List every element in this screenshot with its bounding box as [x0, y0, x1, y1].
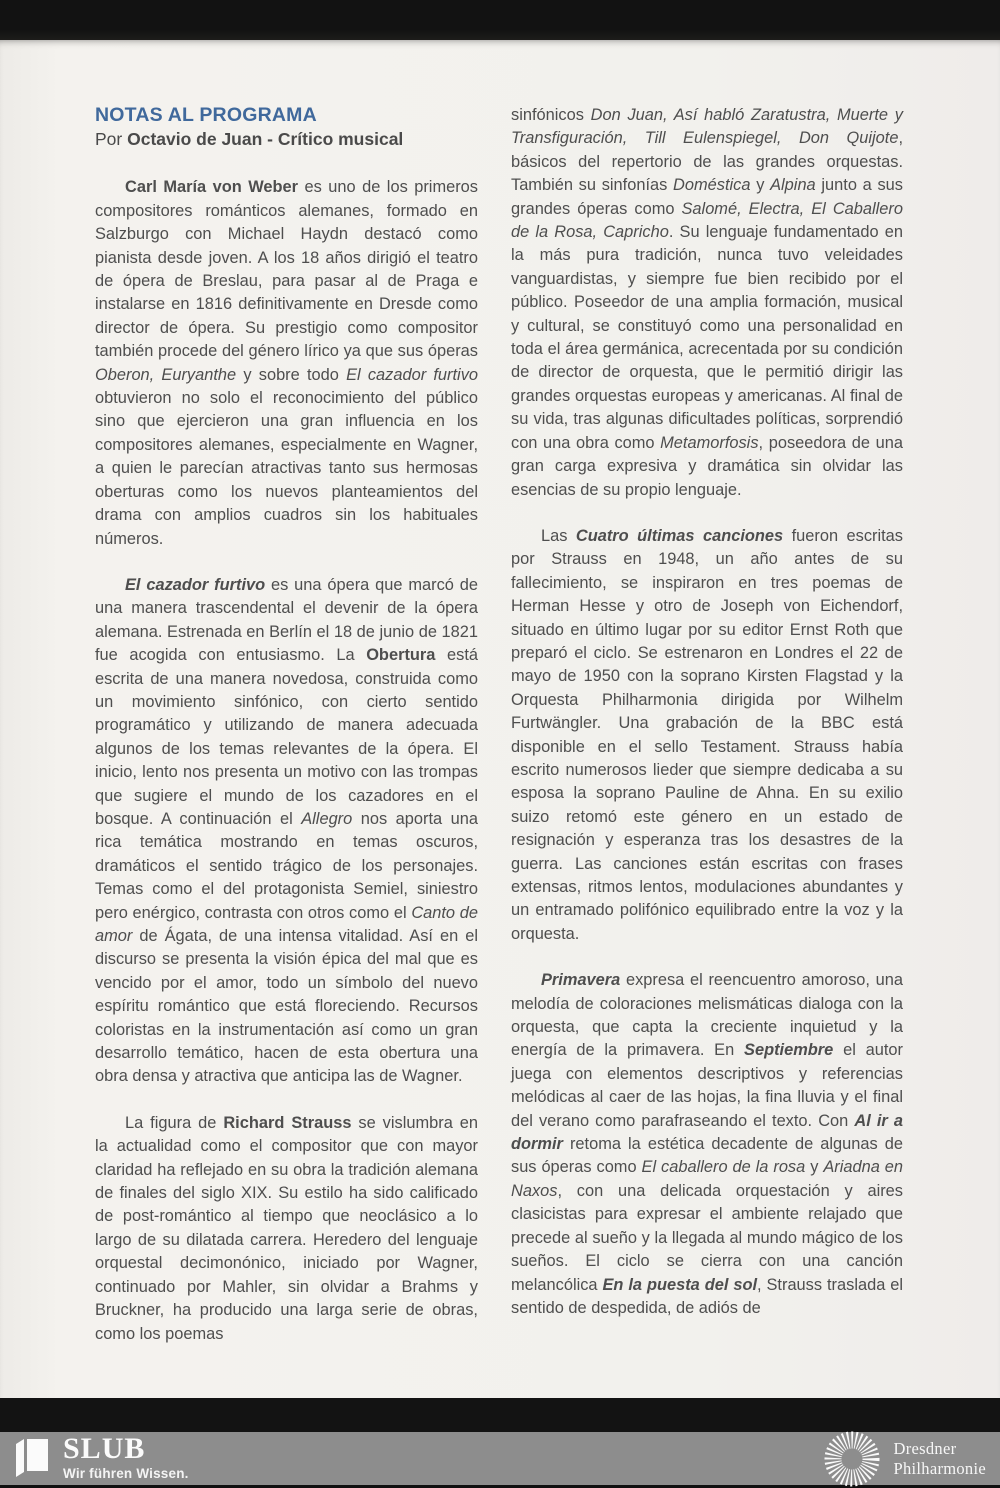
text-run: Richard Strauss — [223, 1113, 352, 1132]
paragraph-cazador-furtivo — [95, 574, 478, 1089]
text-run: Por — [95, 129, 128, 149]
left-column — [95, 104, 478, 1398]
text-run: Oberon, Euryanthe — [95, 365, 237, 384]
text-run: retoma la estética decadente de algunas de sus óperas como — [511, 1135, 903, 1177]
right-column — [511, 104, 903, 1398]
text-run: Primavera — [541, 971, 621, 990]
paragraph-strauss-continuation — [511, 104, 903, 502]
byline — [95, 128, 478, 151]
text-run: y — [805, 1158, 824, 1177]
text-run: , poseedora de una gran carga expresiva y dramática sin olvidar las esencias de su propio lenguaje. — [511, 433, 903, 499]
text-run: Ariadna en Naxos — [511, 1158, 903, 1200]
text-run: el autor juega con elementos descriptivos y referencias melódicas al caer de las hojas, la fina lluvia y el final del verano como parafraseando el texto. Con — [511, 1041, 903, 1130]
slub-book-icon — [15, 1438, 49, 1478]
text-run: El cazador furtivo — [346, 365, 479, 384]
text-run: , Strauss traslada el sentido de despedida, de adiós de — [511, 1275, 903, 1317]
text-run: Al ir a dormir — [511, 1111, 903, 1154]
text-run: y sobre todo — [236, 365, 347, 384]
text-run: Doméstica — [673, 176, 751, 195]
dresdner-philharmonie-logo — [823, 1430, 1000, 1488]
text-run: Canto de amor — [95, 903, 478, 945]
page-title: NOTAS AL PROGRAMA — [95, 104, 317, 126]
text-run: junto a sus grandes óperas como — [511, 176, 903, 218]
text-run: Allegro — [301, 809, 353, 828]
text-run: y — [750, 176, 771, 195]
slub-logo — [0, 1432, 189, 1481]
text-run: obtuvieron no solo el reconocimiento del público sino que ejercieron una gran influencia en los compositores alemanes, especialmente en Wagner, a quien le parecían atractivas tanto sus hermosas oberturas como los nuevos planteamientos del drama con amplios cuadros sin los habituales números. — [95, 389, 478, 548]
text-run: . Su lenguaje fundamentado en la más pura tradición, nunca tuvo veleidades vanguardistas, y siempre fue bien recibido por el público. Poseedor de una amplia formación, musical y cultural, se constituyó como una personalidad en toda el área germánica, acrecentada por su condición de director de orquesta, que le permitió dirigir las grandes orquestas europeas y americanas. Al final de su vida, tras algunas dificultades políticas, sorprendió con una obra como — [511, 223, 903, 452]
text-run: de Ágata, de una intensa vitalidad. Así en el discurso se presenta la visión épica del mal que es vencido por el amor, todo un símbolo del nuevo espíritu romántico que está floreciendo. Recursos coloristas en la instrumentación así como un gran desarrollo temático, hacen de esta obertura una obra densa y atractiva que anticipa las de Wagner. — [95, 927, 478, 1086]
philharmonie-line1: Dresdner — [893, 1438, 957, 1458]
footer-bar — [0, 1432, 1000, 1485]
text-run: fueron escritas por Strauss en 1948, un año antes de su fallecimiento, se inspiraron en tres poemas de Herman Hesse y otro de Joseph von Eichendorf, situado en último lugar por su editor Ernst Roth que preparó el ciclo. Se estrenaron en Londres el 22 de mayo de 1950 con la soprano Kirsten Flagstad y la Orquesta Philharmonia dirigida por Wilhelm Furtwängler. Una grabación de la BBC está disponible en el sello Testament. Strauss había escrito numerosos lieder que siempre dedicaba a su esposa la soprano Pauline de Ahna. En su exilio suizo retomó este género en un estado de resignación y esperanza tras los desastres de la guerra. Las canciones están escritas con frases extensas, ritmos lentos, modulaciones abundantes y un entramado polifónico equilibrado entre la voz y la orquesta. — [511, 526, 903, 943]
document-page — [0, 40, 1000, 1398]
text-run: , básicos del repertorio de las grandes orquestas. También su sinfonías — [511, 129, 903, 195]
text-run: Salomé, Electra, El Caballero de la Rosa, Capricho — [511, 199, 903, 242]
text-run: expresa el reencuentro amoroso, una melodía de coloraciones melismáticas dialoga con la orquesta, que capta la creciente inquietud y la energía de la primavera. En — [511, 971, 903, 1060]
text-run: nos aporta una rica temática mostrando en temas oscuros, dramáticos el sentido trágico de los personajes. Temas como el del protagonista Semiel, siniestro pero enérgico, contrasta con otros como el — [95, 809, 478, 922]
text-run: El caballero de la rosa — [641, 1158, 806, 1177]
text-run: La figura de — [125, 1113, 224, 1132]
slub-tagline: Wir führen Wissen. — [63, 1466, 189, 1481]
text-run: Don Juan, Así habló Zaratustra, Muerte y Transfiguración, Till Eulenspiegel, Don Quijote — [511, 106, 903, 148]
paragraph-primavera-septiembre — [511, 969, 903, 1320]
text-run: se vislumbra en la actualidad como el compositor que con mayor claridad ha reflejado en su obra la tradición alemana de finales del siglo XIX. Su estilo ha sido calificado de post-romántico al tiempo que neoclásico a lo largo de su dilatada carrera. Heredero del lenguaje orquestal decimonónico, iniciado por Wagner, continuado por Mahler, sin olvidar a Brahms y Bruckner, ha producido una larga serie de obras, como los poemas — [95, 1113, 478, 1343]
text-run: En la puesta del sol — [602, 1275, 758, 1294]
philharmonie-line2: Philharmonie — [893, 1458, 986, 1478]
text-run: sinfónicos — [511, 106, 591, 124]
slub-text — [63, 1432, 189, 1481]
paragraph-cuatro-ultimas-canciones — [511, 525, 903, 946]
scan-background-top — [0, 0, 1000, 40]
slub-wordmark: SLUB — [63, 1432, 146, 1465]
text-run: es una ópera que marcó de una manera trascendental el devenir de la ópera alemana. Estrenada en Berlín el 18 de junio de 1821 fue acogida con entusiasmo. La — [95, 575, 478, 665]
text-run: Metamorfosis — [660, 433, 759, 452]
text-run: El cazador furtivo — [125, 575, 266, 594]
text-run: Carl María von Weber — [125, 178, 299, 197]
text-run: Cuatro últimas canciones — [575, 526, 784, 545]
text-run: Obertura — [366, 646, 436, 665]
text-run: es uno de los primeros compositores románticos alemanes, formado en Salzburgo con Michael Haydn destacó como pianista desde joven. A los 18 años dirigió el teatro de ópera de Breslau, para pasar al de Praga e instalarse en 1816 definitivamente en Dresde como director de ópera. Su prestigio como compositor también procede del género lírico ya que sus óperas — [95, 178, 478, 361]
text-run: Septiembre — [744, 1041, 834, 1060]
text-run: Las — [541, 526, 576, 545]
text-run: está escrita de una manera novedosa, construida como un movimiento sinfónico, con cierto sentido programático y utilizando de manera adecuada algunos de los temas relevantes de la ópera. El inicio, lento nos presenta un motivo con las trompas que sugiere el mundo de los cazadores en el bosque. A continuación el — [95, 646, 478, 828]
text-run: , con una delicada orquestación y aires clasicistas para expresar el ambiente relajado que precede al sueño y la llegada al mundo mágico de los sueños. El ciclo se cierra con una canción melancólica — [511, 1181, 903, 1294]
text-run: Alpina — [770, 176, 816, 195]
text-run: Octavio de Juan - Crítico musical — [127, 129, 404, 149]
philharmonie-text — [893, 1439, 986, 1479]
paragraph-weber — [95, 176, 478, 551]
starburst-icon — [823, 1430, 881, 1488]
paragraph-richard-strauss — [95, 1112, 478, 1346]
scan-background-bottom — [0, 1398, 1000, 1432]
